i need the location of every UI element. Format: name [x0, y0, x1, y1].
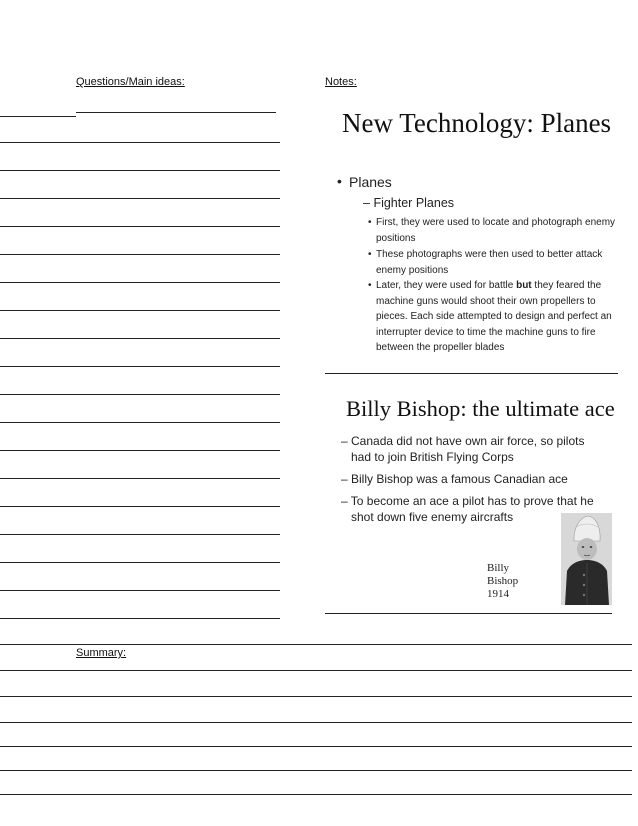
item-line: First, they were used to locate and photograph enemy	[376, 217, 616, 228]
slide1-bullet	[337, 173, 392, 190]
photo-caption	[487, 562, 547, 601]
slide1-title: New Technology: Planes	[342, 108, 612, 138]
question-line	[0, 394, 280, 395]
question-line	[76, 112, 276, 113]
item-bold-text: but	[516, 280, 532, 291]
bullet-dot: •	[368, 217, 372, 228]
question-line	[0, 366, 280, 367]
caption-line: 1914	[487, 588, 509, 600]
question-line	[0, 226, 280, 227]
item-line	[376, 278, 626, 294]
question-line	[0, 310, 280, 311]
slide1-item-2	[368, 247, 626, 278]
point-line: shot down five enemy aircrafts	[351, 510, 514, 524]
summary-line	[0, 722, 632, 723]
questions-header: Questions/Main ideas:	[76, 76, 185, 88]
slide2-title: Billy Bishop: the ultimate ace	[346, 396, 615, 421]
question-line	[0, 116, 76, 117]
question-line	[0, 450, 280, 451]
question-line	[0, 590, 280, 591]
question-line	[0, 534, 280, 535]
slide2-point-3	[341, 493, 596, 525]
slide1-item-3	[368, 278, 626, 356]
point-line: – Canada did not have own air force, so pilots	[341, 434, 585, 448]
summary-line	[0, 770, 632, 771]
billy-bishop-photo	[561, 513, 612, 605]
bullet-dot: •	[368, 249, 372, 260]
question-line	[0, 618, 280, 619]
bullet-dot: •	[337, 173, 342, 189]
question-line	[0, 562, 280, 563]
summary-top-line	[0, 644, 632, 645]
question-line	[0, 338, 280, 339]
item-line: interrupter device to time the machine guns to fire	[376, 326, 596, 338]
portrait-illustration	[561, 513, 612, 605]
item-text: Later, they were used for battle	[376, 280, 517, 291]
notes-header: Notes:	[325, 76, 357, 88]
summary-line	[0, 670, 632, 671]
slide1-subbullet-text: Fighter Planes	[373, 196, 455, 210]
item-line: pieces. Each side attempted to design and perfect an	[376, 311, 612, 322]
slide-divider	[325, 373, 618, 374]
question-line	[0, 282, 280, 283]
item-line: between the propeller blades	[376, 342, 505, 353]
point-line: – Billy Bishop was a famous Canadian ace	[341, 472, 568, 486]
caption-line: Bishop	[487, 575, 519, 587]
slide1-bullet-text: Planes	[349, 174, 392, 190]
summary-header: Summary:	[76, 647, 127, 659]
slide2-point-1	[341, 433, 596, 465]
item-text: they feared the	[531, 280, 602, 291]
point-line: had to join British Flying Corps	[351, 450, 514, 464]
bullet-dot: •	[368, 280, 372, 291]
summary-line	[0, 794, 632, 795]
question-line	[0, 422, 280, 423]
slide1-item-1	[368, 215, 626, 246]
summary-line	[0, 746, 632, 747]
caption-line: Billy	[487, 562, 510, 574]
question-line	[0, 478, 280, 479]
item-line: positions	[376, 232, 416, 244]
point-line: – To become an ace a pilot has to prove that he	[341, 494, 594, 508]
slide-divider	[325, 613, 612, 614]
slide2-point-2	[341, 471, 596, 487]
summary-line	[0, 696, 632, 697]
question-line	[0, 506, 280, 507]
question-line	[0, 198, 280, 199]
item-line: These photographs were then used to better attack	[376, 249, 603, 260]
slide1-subbullet	[363, 196, 454, 210]
question-line	[0, 254, 280, 255]
question-line	[0, 170, 280, 171]
question-line	[0, 142, 280, 143]
dash: –	[363, 196, 370, 210]
item-line: machine guns would shoot their own propellers to	[376, 295, 596, 307]
item-line: enemy positions	[376, 264, 449, 276]
